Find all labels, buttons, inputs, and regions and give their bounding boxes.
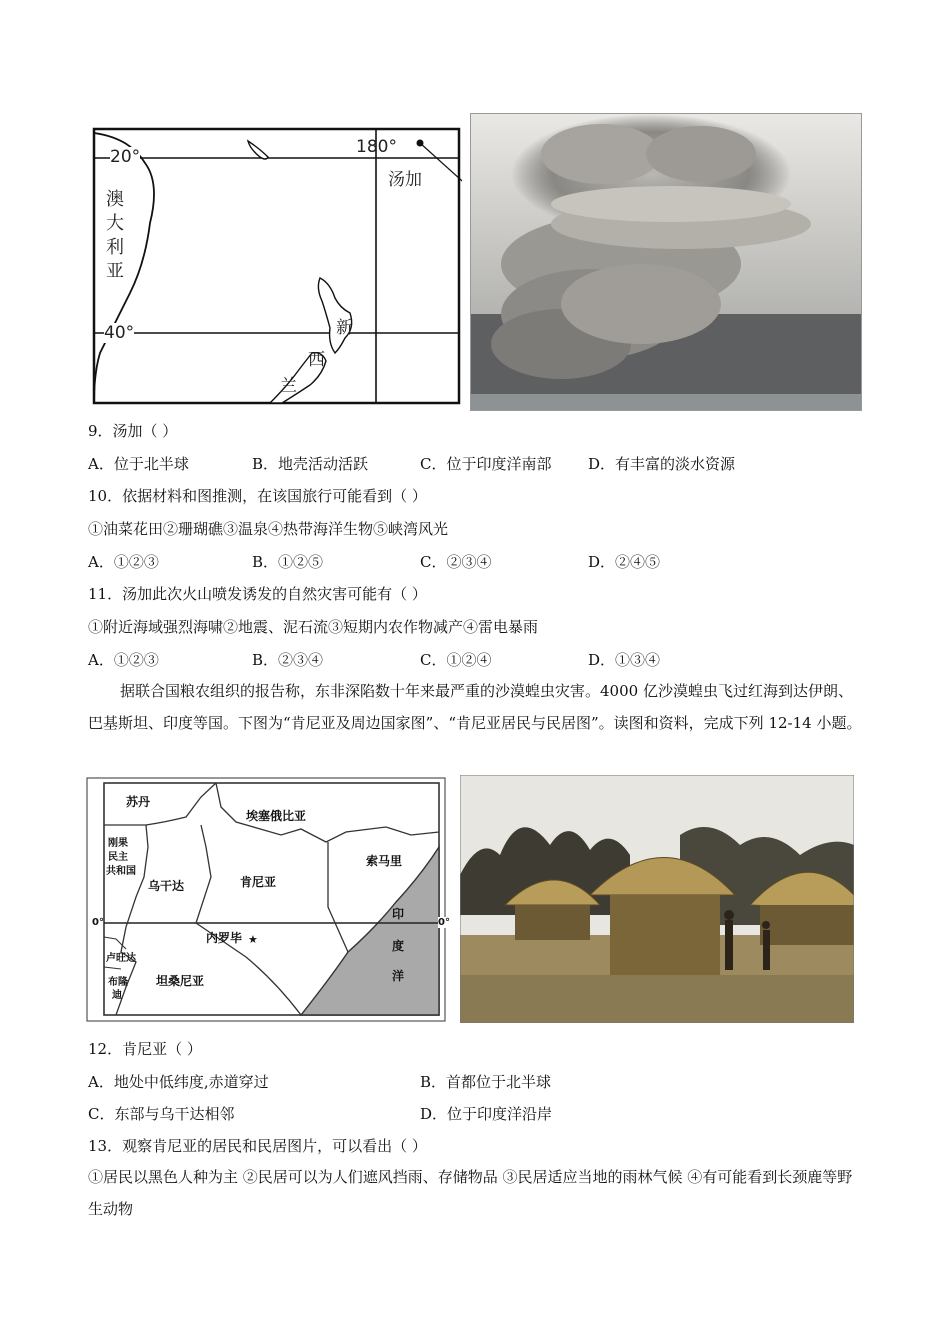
q10-option-a[interactable]: A．①②③ <box>88 553 159 571</box>
q13-stem: 13．观察肯尼亚的居民和民居图片，可以看出（ ） <box>88 1137 427 1155</box>
tanzania-label: 坦桑尼亚 <box>156 974 205 988</box>
nz-char-2: 西 <box>308 350 325 370</box>
ocean-label-3: 洋 <box>392 969 405 983</box>
q9-option-d[interactable]: D．有丰富的淡水资源 <box>588 455 736 473</box>
passage-text: 据联合国粮农组织的报告称，东非深陷数十年来最严重的沙漠蝗虫灾害。4000 亿沙漠蝗虫飞过红海到达伊朗、巴基斯坦、印度等国。下图为“肯尼亚及周边国家图”、“肯尼亚居民与民居图”。读图和资料，完成下列 12-14 小题。 <box>88 682 862 732</box>
lon-180-label: 180° <box>356 137 397 157</box>
ocean-label-1: 印 <box>392 907 405 921</box>
q12-option-a[interactable]: A．地处中低纬度,赤道穿过 <box>88 1073 269 1091</box>
uganda-label: 乌干达 <box>148 879 185 893</box>
nz-char-1: 新 <box>336 318 353 338</box>
burundi-label-1: 布隆 <box>108 977 128 988</box>
q10-stem: 10．依据材料和图推测，在该国旅行可能看到（ ） <box>88 487 427 505</box>
q10-option-b[interactable]: B．①②⑤ <box>252 553 324 571</box>
q9-option-b[interactable]: B．地壳活动活跃 <box>252 455 369 473</box>
somalia-label: 索马里 <box>366 854 403 868</box>
q12-option-b[interactable]: B．首都位于北半球 <box>420 1073 552 1091</box>
tonga-map <box>90 113 462 407</box>
q9-option-a[interactable]: A．位于北半球 <box>88 455 189 473</box>
australia-char-2: 大 <box>106 213 124 234</box>
q12-option-d[interactable]: D．位于印度洋沿岸 <box>420 1105 553 1123</box>
q9-option-c[interactable]: C．位于印度洋南部 <box>420 455 552 473</box>
q11-items: ①附近海域强烈海啸②地震、泥石流③短期内农作物减产④雷电暴雨 <box>88 618 539 636</box>
tonga-map-svg <box>90 113 462 407</box>
q11-option-b[interactable]: B．②③④ <box>252 651 324 669</box>
huts-photo <box>460 775 854 1023</box>
q12-option-c[interactable]: C．东部与乌干达相邻 <box>88 1105 235 1123</box>
q10-option-c[interactable]: C．②③④ <box>420 553 492 571</box>
q11-option-d[interactable]: D．①③④ <box>588 651 661 669</box>
ocean-label-2: 度 <box>392 939 405 953</box>
drc-label-3: 共和国 <box>106 866 136 877</box>
q11-option-a[interactable]: A．①②③ <box>88 651 159 669</box>
sudan-label: 苏丹 <box>126 795 151 809</box>
q10-items: ①油菜花田②珊瑚礁③温泉④热带海洋生物⑤峡湾风光 <box>88 520 449 538</box>
rwanda-label: 卢旺达 <box>106 953 136 964</box>
drc-label-1: 刚果 <box>108 838 128 849</box>
huts-photo-svg <box>460 775 854 1023</box>
eruption-photo-svg <box>471 114 861 410</box>
nz-char-3: 兰 <box>280 376 297 396</box>
kenya-map <box>86 777 448 1023</box>
equator-left-label: 0° <box>92 917 104 928</box>
ethiopia-label: 埃塞俄比亚 <box>246 809 307 823</box>
eruption-photo <box>470 113 862 411</box>
lat-20-label: 20° <box>110 147 141 167</box>
burundi-label-2: 迪 <box>112 990 122 1001</box>
australia-char-3: 利 <box>106 237 124 258</box>
q11-stem: 11．汤加此次火山喷发诱发的自然灾害可能有（ ） <box>88 585 427 603</box>
q12-stem: 12．肯尼亚（ ） <box>88 1040 202 1058</box>
equator-right-label: 0° <box>438 917 450 928</box>
australia-char-4: 亚 <box>106 261 124 282</box>
drc-label-2: 民主 <box>108 852 128 863</box>
svg-text:★: ★ <box>248 933 258 946</box>
kenya-label: 肯尼亚 <box>240 875 277 889</box>
q9-stem: 9．汤加（ ） <box>88 422 178 440</box>
nairobi-label: 内罗毕 <box>206 931 243 945</box>
lat-40-label: 40° <box>104 323 135 343</box>
q13-items: ①居民以黑色人种为主 ②民居可以为人们遮风挡雨、存储物品 ③民居适应当地的雨林气候 ④有可能看到长颈鹿等野生动物 <box>88 1168 853 1218</box>
q11-option-c[interactable]: C．①②④ <box>420 651 492 669</box>
q10-option-d[interactable]: D．②④⑤ <box>588 553 661 571</box>
tonga-label: 汤加 <box>388 170 422 190</box>
australia-char-1: 澳 <box>106 189 124 210</box>
